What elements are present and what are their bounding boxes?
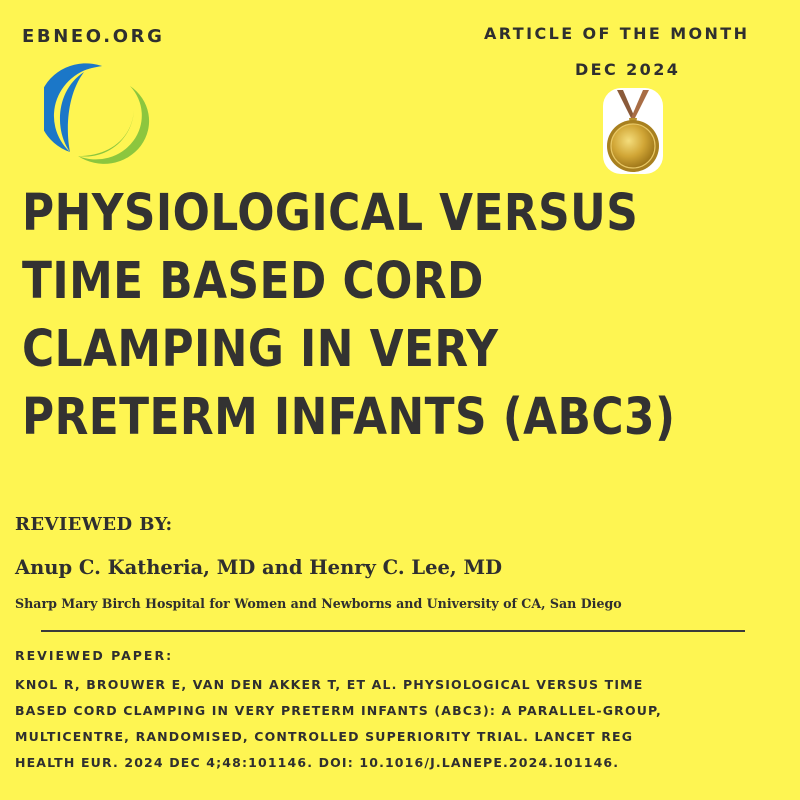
gold-medal-icon [603, 88, 663, 174]
paper-citation [15, 672, 800, 776]
article-title [22, 180, 684, 452]
reviewer-names: Anup C. Katheria, MD and Henry C. Lee, MD [15, 556, 503, 579]
title-line: PHYSIOLOGICAL VERSUS [22, 184, 639, 243]
article-of-the-month-label: ARTICLE OF THE MONTH [484, 24, 750, 43]
issue-date: DEC 2024 [575, 60, 681, 79]
citation-line: HEALTH EUR. 2024 DEC 4;48:101146. DOI: 10.1016/J.LANEPE.2024.101146. [15, 755, 620, 770]
citation-line: BASED CORD CLAMPING IN VERY PRETERM INFANTS (ABC3): A PARALLEL-GROUP, [15, 703, 662, 718]
reviewer-affiliation: Sharp Mary Birch Hospital for Women and Newborns and University of CA, San Diego [15, 597, 622, 612]
title-line: CLAMPING IN VERY [22, 320, 499, 379]
title-line: PRETERM INFANTS (ABC3) [22, 388, 676, 447]
citation-line: MULTICENTRE, RANDOMISED, CONTROLLED SUPERIORITY TRIAL. LANCET REG [15, 729, 634, 744]
citation-line: KNOL R, BROUWER E, VAN DEN AKKER T, ET AL. PHYSIOLOGICAL VERSUS TIME [15, 677, 644, 692]
reviewed-by-label: REVIEWED BY: [15, 514, 173, 535]
ebneo-ring-logo [44, 60, 152, 164]
divider [41, 630, 745, 632]
reviewed-paper-label: REVIEWED PAPER: [15, 648, 174, 663]
title-line: TIME BASED CORD [22, 252, 484, 311]
site-name[interactable]: EBNEO.ORG [22, 26, 165, 47]
